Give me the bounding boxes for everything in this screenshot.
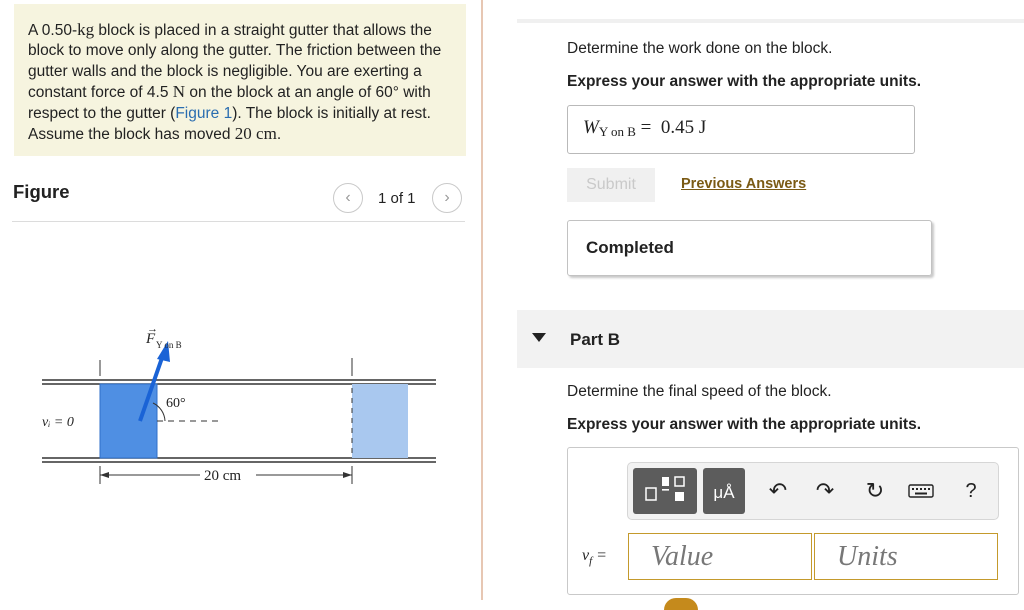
- previous-answers-link[interactable]: Previous Answers: [681, 176, 807, 192]
- completed-status: Completed: [586, 238, 674, 257]
- previous-figure-button[interactable]: [333, 183, 363, 213]
- chevron-right-icon: ›: [444, 189, 450, 206]
- problem-text-segment: N: [172, 82, 186, 102]
- templates-button[interactable]: [633, 468, 697, 514]
- final-speed-label: $v_f$ =: [582, 547, 607, 568]
- figure-counter: 1 of 1: [378, 190, 416, 207]
- initial-velocity-label: vᵢ = 0: [42, 415, 74, 430]
- distance-label: 20 cm: [204, 468, 242, 484]
- final-speed-variable: v: [582, 547, 590, 564]
- problem-text-segment: on the block at an angle of 60° with respect to the gutter (: [28, 84, 431, 122]
- angle-label: 60°: [166, 396, 186, 411]
- part-a-answer: [583, 117, 706, 140]
- force-label-subscript: Y on B: [156, 340, 182, 350]
- templates-icon: [633, 468, 697, 514]
- figure-link[interactable]: Figure 1: [175, 104, 233, 122]
- part-b-instruction: Express your answer with the appropriate units.: [567, 416, 922, 433]
- distance-arrowhead: [343, 472, 352, 478]
- answer-value: = 0.45 J: [635, 117, 707, 138]
- column-divider: [481, 0, 483, 600]
- block-final: [352, 384, 408, 458]
- answer-subscript: Y on B: [598, 124, 636, 139]
- undo-icon[interactable]: ↶: [768, 478, 788, 503]
- units-icon: μÅ: [713, 483, 735, 502]
- collapse-caret-icon[interactable]: [532, 333, 546, 342]
- chevron-left-icon: ‹: [345, 189, 351, 206]
- value-input[interactable]: [628, 533, 812, 580]
- answer-variable: W: [583, 117, 599, 138]
- help-icon[interactable]: ?: [965, 480, 977, 502]
- force-label: F: [146, 331, 156, 347]
- problem-text-segment: kg: [77, 20, 95, 39]
- keyboard-icon[interactable]: [908, 478, 934, 504]
- scroll-indicator: [664, 598, 698, 610]
- problem-text-segment: .: [276, 126, 282, 144]
- next-figure-button[interactable]: [432, 183, 462, 213]
- redo-icon[interactable]: ↷: [815, 478, 835, 503]
- distance-arrowhead: [100, 472, 109, 478]
- reset-icon[interactable]: ↻: [865, 478, 885, 503]
- part-b-title[interactable]: Part B: [570, 330, 621, 349]
- problem-text-segment: block is placed in a straight gutter that allows the block to move only along the gutter. The friction between the gutter walls and the block is negligible. You are exerting a constant force of 4.5: [28, 22, 442, 102]
- units-button[interactable]: [703, 468, 745, 514]
- problem-text-segment: 20 cm: [234, 124, 277, 144]
- figure-title: Figure: [13, 181, 70, 202]
- vector-arrow-mark: →: [147, 323, 158, 335]
- part-a-top-bar: [517, 19, 1024, 23]
- problem-text-segment: A 0.50-: [28, 22, 78, 39]
- submit-button[interactable]: Submit: [567, 168, 655, 202]
- part-a-question: Determine the work done on the block.: [567, 40, 833, 57]
- figure-divider: [12, 221, 465, 222]
- part-b-question: Determine the final speed of the block.: [567, 383, 832, 400]
- gutter-figure: [0, 310, 470, 495]
- final-speed-subscript: f: [589, 555, 593, 568]
- problem-text-segment: ). The block is initially at rest. Assume the block has moved: [28, 104, 431, 144]
- problem-statement: [28, 20, 453, 145]
- units-input[interactable]: [814, 533, 998, 580]
- part-a-instruction: Express your answer with the appropriate units.: [567, 73, 922, 90]
